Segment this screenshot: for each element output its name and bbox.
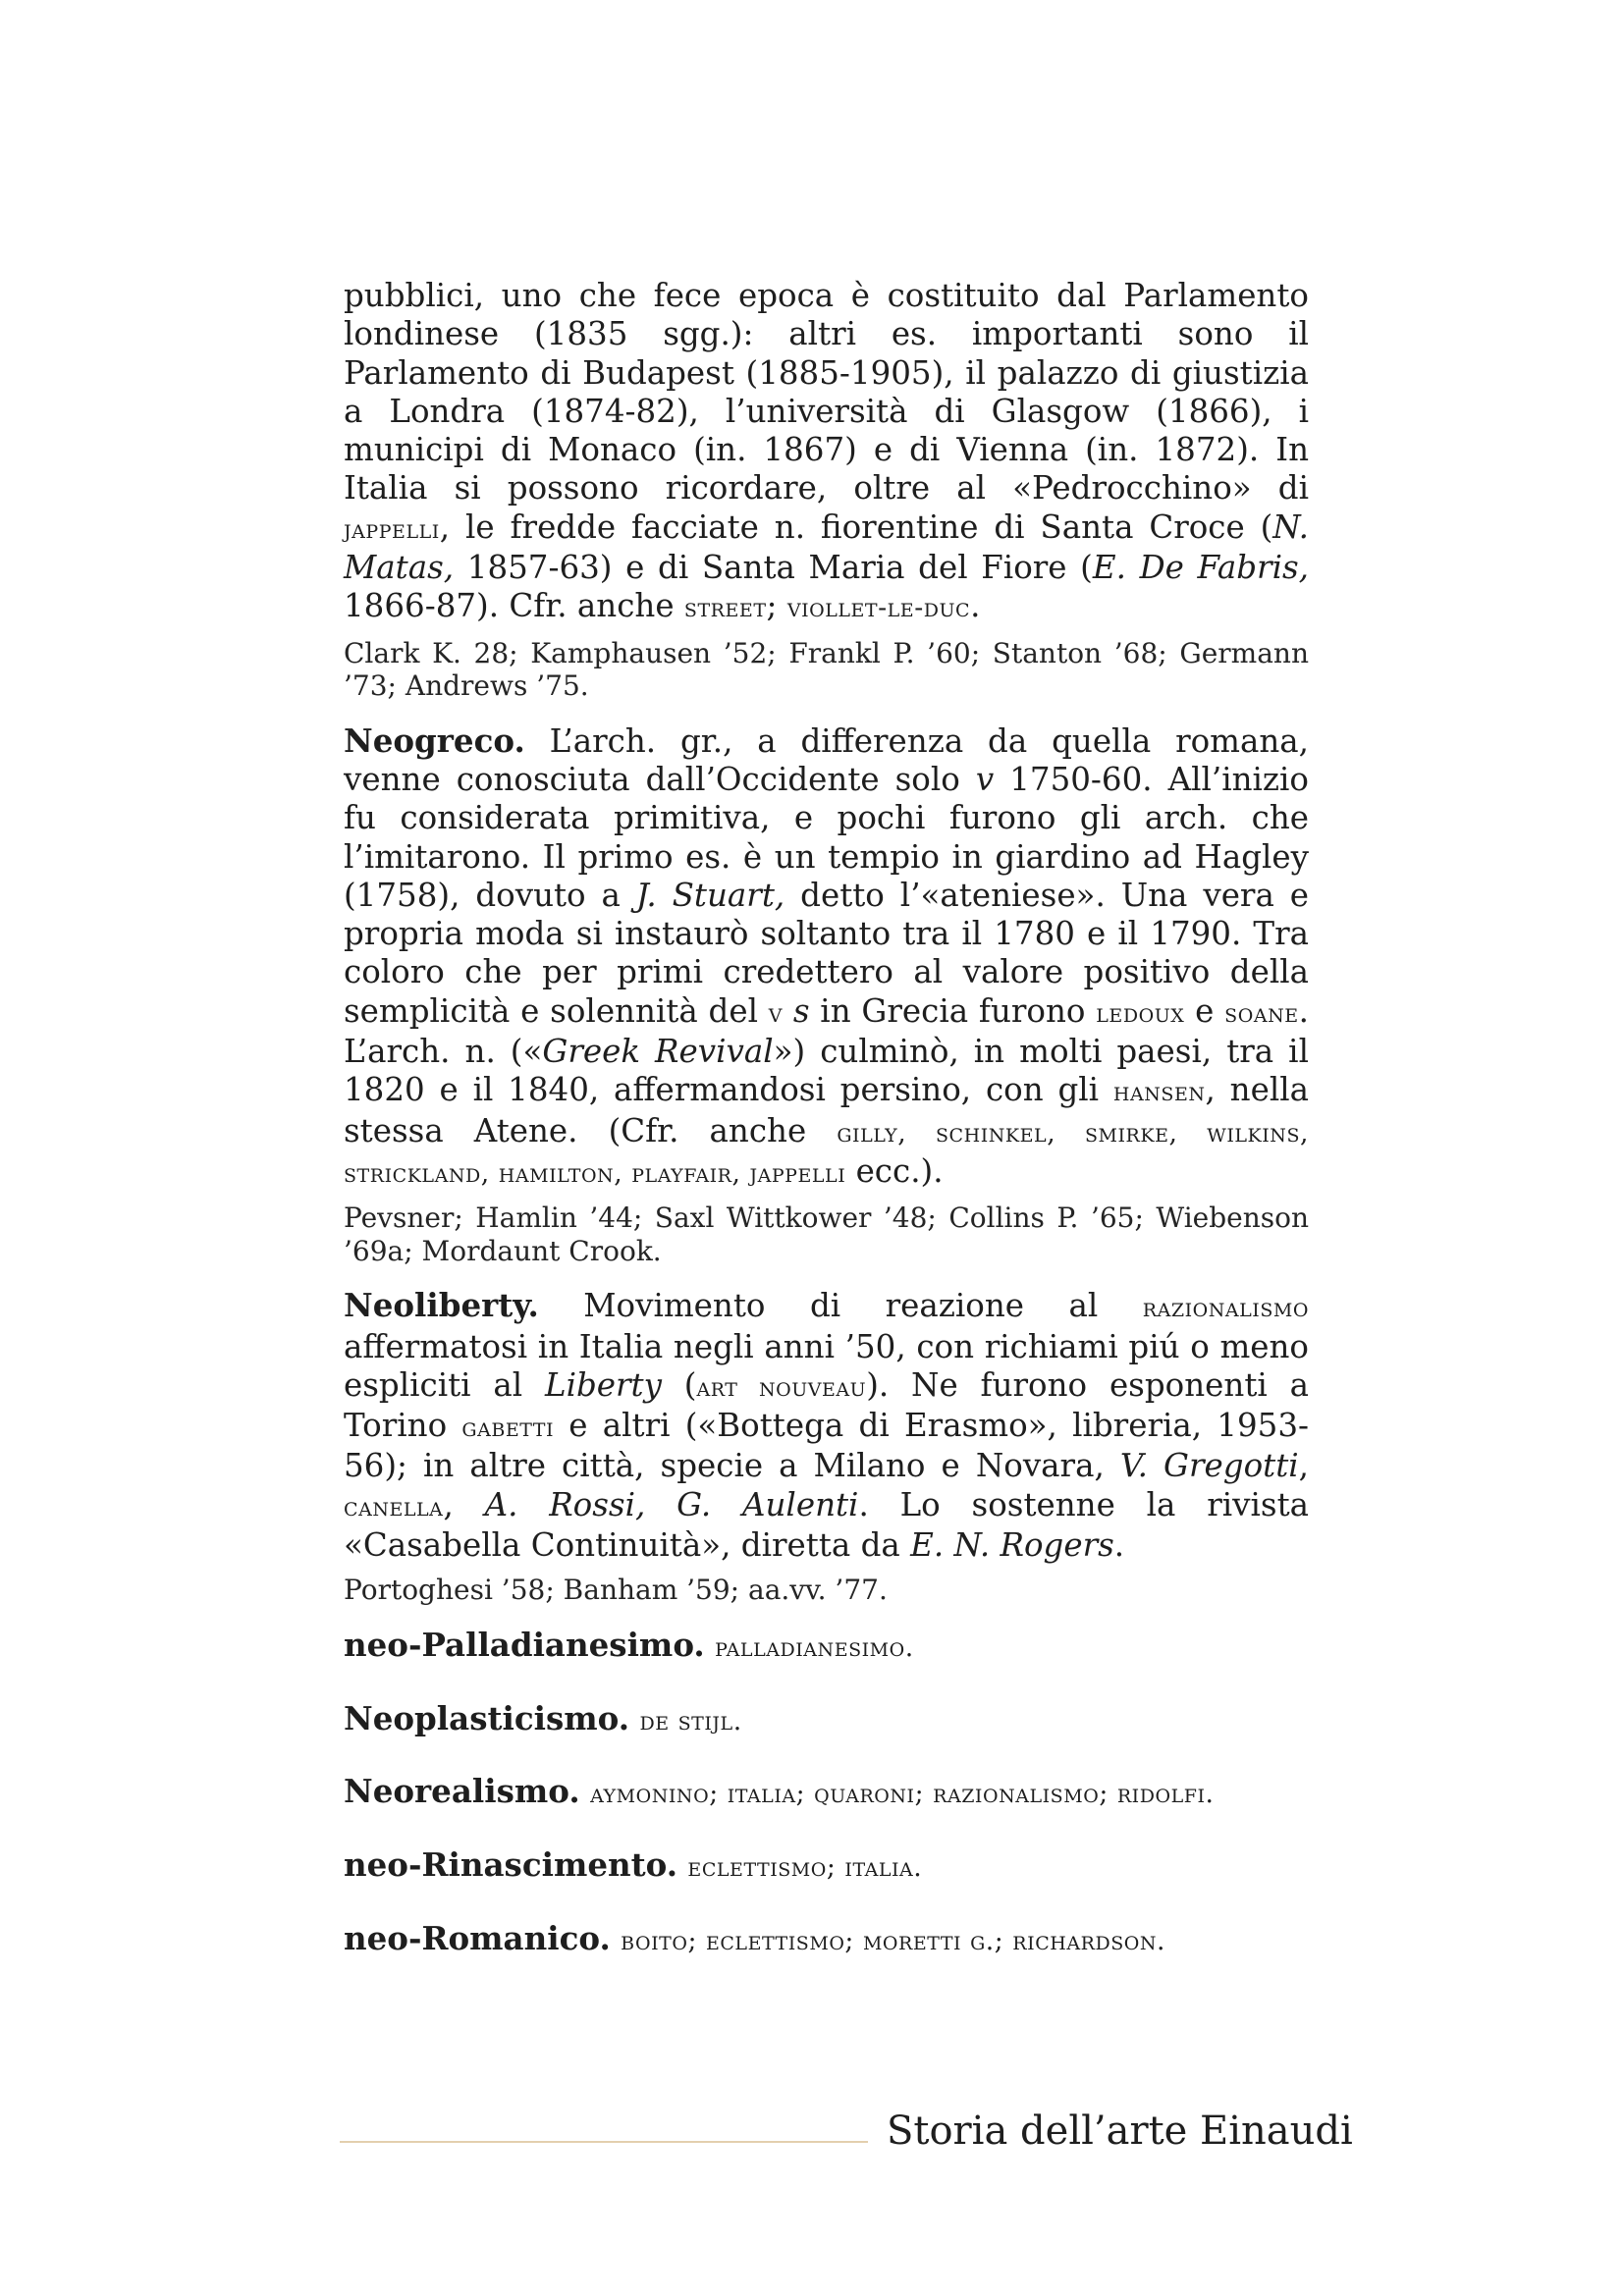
entry-continuation bbox=[344, 277, 1309, 703]
text-run: L’arch. gr., a differenza da quella romana, venne conosciuta dall’Occidente solo bbox=[344, 721, 1309, 798]
italic-name: V. Gregotti bbox=[1119, 1447, 1299, 1485]
entry-headword: Neorealismo. bbox=[344, 1772, 580, 1811]
text-run: in Grecia furono bbox=[809, 991, 1097, 1030]
entry-neorealismo bbox=[344, 1772, 1309, 1813]
entry-neoliberty-body bbox=[344, 1286, 1309, 1565]
text-run: e bbox=[1184, 991, 1225, 1030]
italic-name: N. Matas, bbox=[344, 507, 1309, 587]
entry-neo-rinascimento bbox=[344, 1845, 1309, 1887]
entry-headword: neo-Palladianesimo. bbox=[344, 1625, 705, 1664]
text-column bbox=[344, 277, 1309, 1993]
cross-reference: v bbox=[768, 997, 784, 1029]
text-run: , nella stessa Atene. (Cfr. anche bbox=[344, 1071, 1309, 1149]
italic-term: Greek Revival bbox=[542, 1033, 774, 1071]
entry-headword: Neoplasticismo. bbox=[344, 1698, 630, 1737]
text-run bbox=[783, 992, 793, 1030]
entry-neoplasticismo bbox=[344, 1699, 1309, 1740]
text-run: detto l’«ateniese». Una vera e propria moda si instaurò soltanto tra il 1780 e il 1790. Tra coloro che per primi credettero al valore positivo della semplicità e solennità del bbox=[344, 876, 1310, 1030]
bibliography: Pevsner; Hamlin ’44; Saxl Wittkower ’48; Collins P. ’65; Wiebenson ’69a; Mordaunt Crook. bbox=[344, 1201, 1309, 1267]
italic-name: A. Rossi, G. Aulenti bbox=[484, 1485, 859, 1523]
text-run: 1866-87). Cfr. anche bbox=[344, 587, 684, 625]
cross-reference: hansen bbox=[1112, 1077, 1206, 1108]
entry-headword: neo-Rinascimento. bbox=[344, 1845, 678, 1885]
text-run: . L’arch. n. (« bbox=[344, 991, 1309, 1071]
italic-term: Liberty bbox=[544, 1365, 662, 1404]
text-run: e altri («Bottega di Erasmo», libreria, 1953-56); in altre città, specie a Milano e Novara, bbox=[344, 1407, 1309, 1485]
text-run: ). Ne furono esponenti a Torino bbox=[344, 1365, 1309, 1445]
text-run: ecc.). bbox=[845, 1151, 944, 1190]
entry-continuation-body bbox=[344, 277, 1309, 628]
text-run: ») culminò, in molti paesi, tra il 1820 e il 1840, affermandosi persino, con gli bbox=[344, 1033, 1309, 1109]
cross-reference: gilly, schinkel, smirke, wilkins, strickland, hamilton, playfair, jappelli bbox=[344, 1117, 1310, 1189]
entry-neogreco-body bbox=[344, 721, 1309, 1194]
italic-name: J. Stuart, bbox=[635, 876, 785, 914]
text-run: Movimento di reazione al bbox=[538, 1287, 1143, 1325]
entry-neoliberty bbox=[344, 1286, 1309, 1607]
text-run: . bbox=[1113, 1526, 1125, 1565]
text-run: . Lo sostenne la rivista «Casabella Continuità», diretta da bbox=[344, 1485, 1309, 1565]
cross-reference: ledoux bbox=[1096, 997, 1185, 1029]
entry-neo-palladianesimo bbox=[344, 1626, 1309, 1667]
entry-neo-romanico bbox=[344, 1919, 1309, 1960]
italic-abbrev: v bbox=[975, 760, 995, 798]
footer-publication-title: Storia dell’arte Einaudi bbox=[887, 2109, 1353, 2154]
text-run: ( bbox=[661, 1365, 697, 1404]
text-run: 1857-63) e di Santa Maria del Fiore ( bbox=[454, 549, 1093, 587]
cross-reference: canella bbox=[344, 1491, 444, 1522]
text-run: ; bbox=[766, 587, 787, 625]
cross-reference: de stijl. bbox=[639, 1705, 742, 1736]
entry-headword: Neoliberty. bbox=[344, 1286, 539, 1325]
cross-reference: razionalismo bbox=[1142, 1293, 1309, 1324]
cross-reference: art nouveau bbox=[696, 1371, 867, 1403]
cross-reference: gabetti bbox=[461, 1413, 555, 1444]
italic-abbrev: s bbox=[792, 991, 810, 1030]
cross-reference: jappelli bbox=[344, 513, 440, 545]
bibliography: Portoghesi ’58; Banham ’59; aa.vv. ’77. bbox=[344, 1574, 888, 1607]
entry-headword: neo-Romanico. bbox=[344, 1919, 611, 1957]
cross-reference: street bbox=[683, 593, 767, 624]
text-run: , bbox=[1298, 1447, 1309, 1485]
entry-neogreco bbox=[344, 721, 1309, 1268]
cross-reference: palladianesimo. bbox=[715, 1631, 914, 1663]
italic-name: E. De Fabris, bbox=[1092, 549, 1309, 587]
text-run: , le fredde facciate n. fiorentine di Santa Croce ( bbox=[439, 507, 1273, 546]
text-run: , bbox=[443, 1485, 485, 1523]
footer-rule bbox=[340, 2141, 868, 2143]
text-run: affermatosi in Italia negli anni ’50, con richiami piú o meno espliciti al bbox=[344, 1327, 1309, 1404]
text-run: pubblici, uno che fece epoca è costituito dal Parlamento londinese (1835 sgg.): altri es. importanti sono il Parlamento di Budapest (1885-1905), il palazzo di giustizia a Londra (1874-82), l’università di Glasgow (1866), i municipi di Monaco (in. 1867) e di Vienna (in. 1872). In Italia si possono ricordare, oltre al «Pedrocchino» di bbox=[344, 277, 1309, 507]
cross-reference: aymonino; italia; quaroni; razionalismo; ridolfi. bbox=[590, 1779, 1215, 1810]
bibliography: Clark K. 28; Kamphausen ’52; Frankl P. ’60; Stanton ’68; Germann ’73; Andrews ’75. bbox=[344, 636, 1309, 703]
cross-reference: soane bbox=[1224, 997, 1299, 1029]
cross-reference: boito; eclettismo; moretti g.; richardson. bbox=[621, 1926, 1166, 1956]
text-run: 1750-60. All’inizio fu considerata primitiva, e pochi furono gli arch. che l’imitarono. Il primo es. è un tempio in giardino ad Hagley (1758), dovuto a bbox=[344, 760, 1310, 914]
cross-reference: eclettismo; italia. bbox=[687, 1852, 923, 1884]
text-run: . bbox=[970, 587, 981, 625]
entry-headword: Neogreco. bbox=[344, 721, 525, 760]
italic-name: E. N. Rogers bbox=[910, 1526, 1114, 1565]
cross-reference: viollet-le-duc bbox=[786, 593, 971, 624]
